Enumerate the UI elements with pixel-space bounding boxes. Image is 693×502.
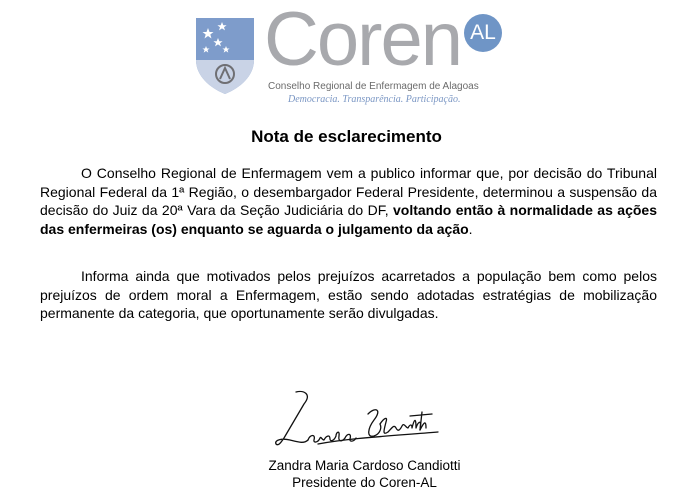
paragraph-1-highlight: voltando então à normalidade as ações das enfermeiras (os) enquanto se aguarda o julgamento da ação	[40, 202, 657, 237]
paragraph-1-text: O Conselho Regional de Enfermagem vem a publico informar que, por decisão do Tribunal Regional Federal da 1ª Região, o desembargador Federal Presidente, determinou a suspensão da decisão do Juiz da 20ª Vara da Seção Judiciária do DF,	[40, 165, 657, 218]
tagline: Democracia. Transparência. Participação.	[288, 94, 461, 105]
signer-role: Presidente do Coren-AL	[292, 475, 437, 490]
coren-shield-emblem	[194, 16, 256, 96]
signer-name: Zandra Maria Cardoso Candiotti	[268, 458, 461, 473]
paragraph-2: Informa ainda que motivados pelos prejuízos acarretados a população bem como pelos prejuízos de ordem moral a Enfermagem, estão sendo adotadas estratégias de mobilização permanente da categoria, que oportunamente serão divulgadas.	[40, 268, 657, 321]
coren-logo	[190, 0, 510, 112]
handwritten-signature	[270, 388, 450, 456]
brand-wordmark: Coren	[264, 0, 461, 82]
paragraph-1-end: .	[468, 220, 473, 237]
council-name: Conselho Regional de Enfermagem de Alagoas	[268, 81, 479, 92]
state-badge: AL	[464, 14, 502, 52]
paragraph-1	[40, 164, 657, 238]
document-title: Nota de esclarecimento	[251, 127, 442, 146]
